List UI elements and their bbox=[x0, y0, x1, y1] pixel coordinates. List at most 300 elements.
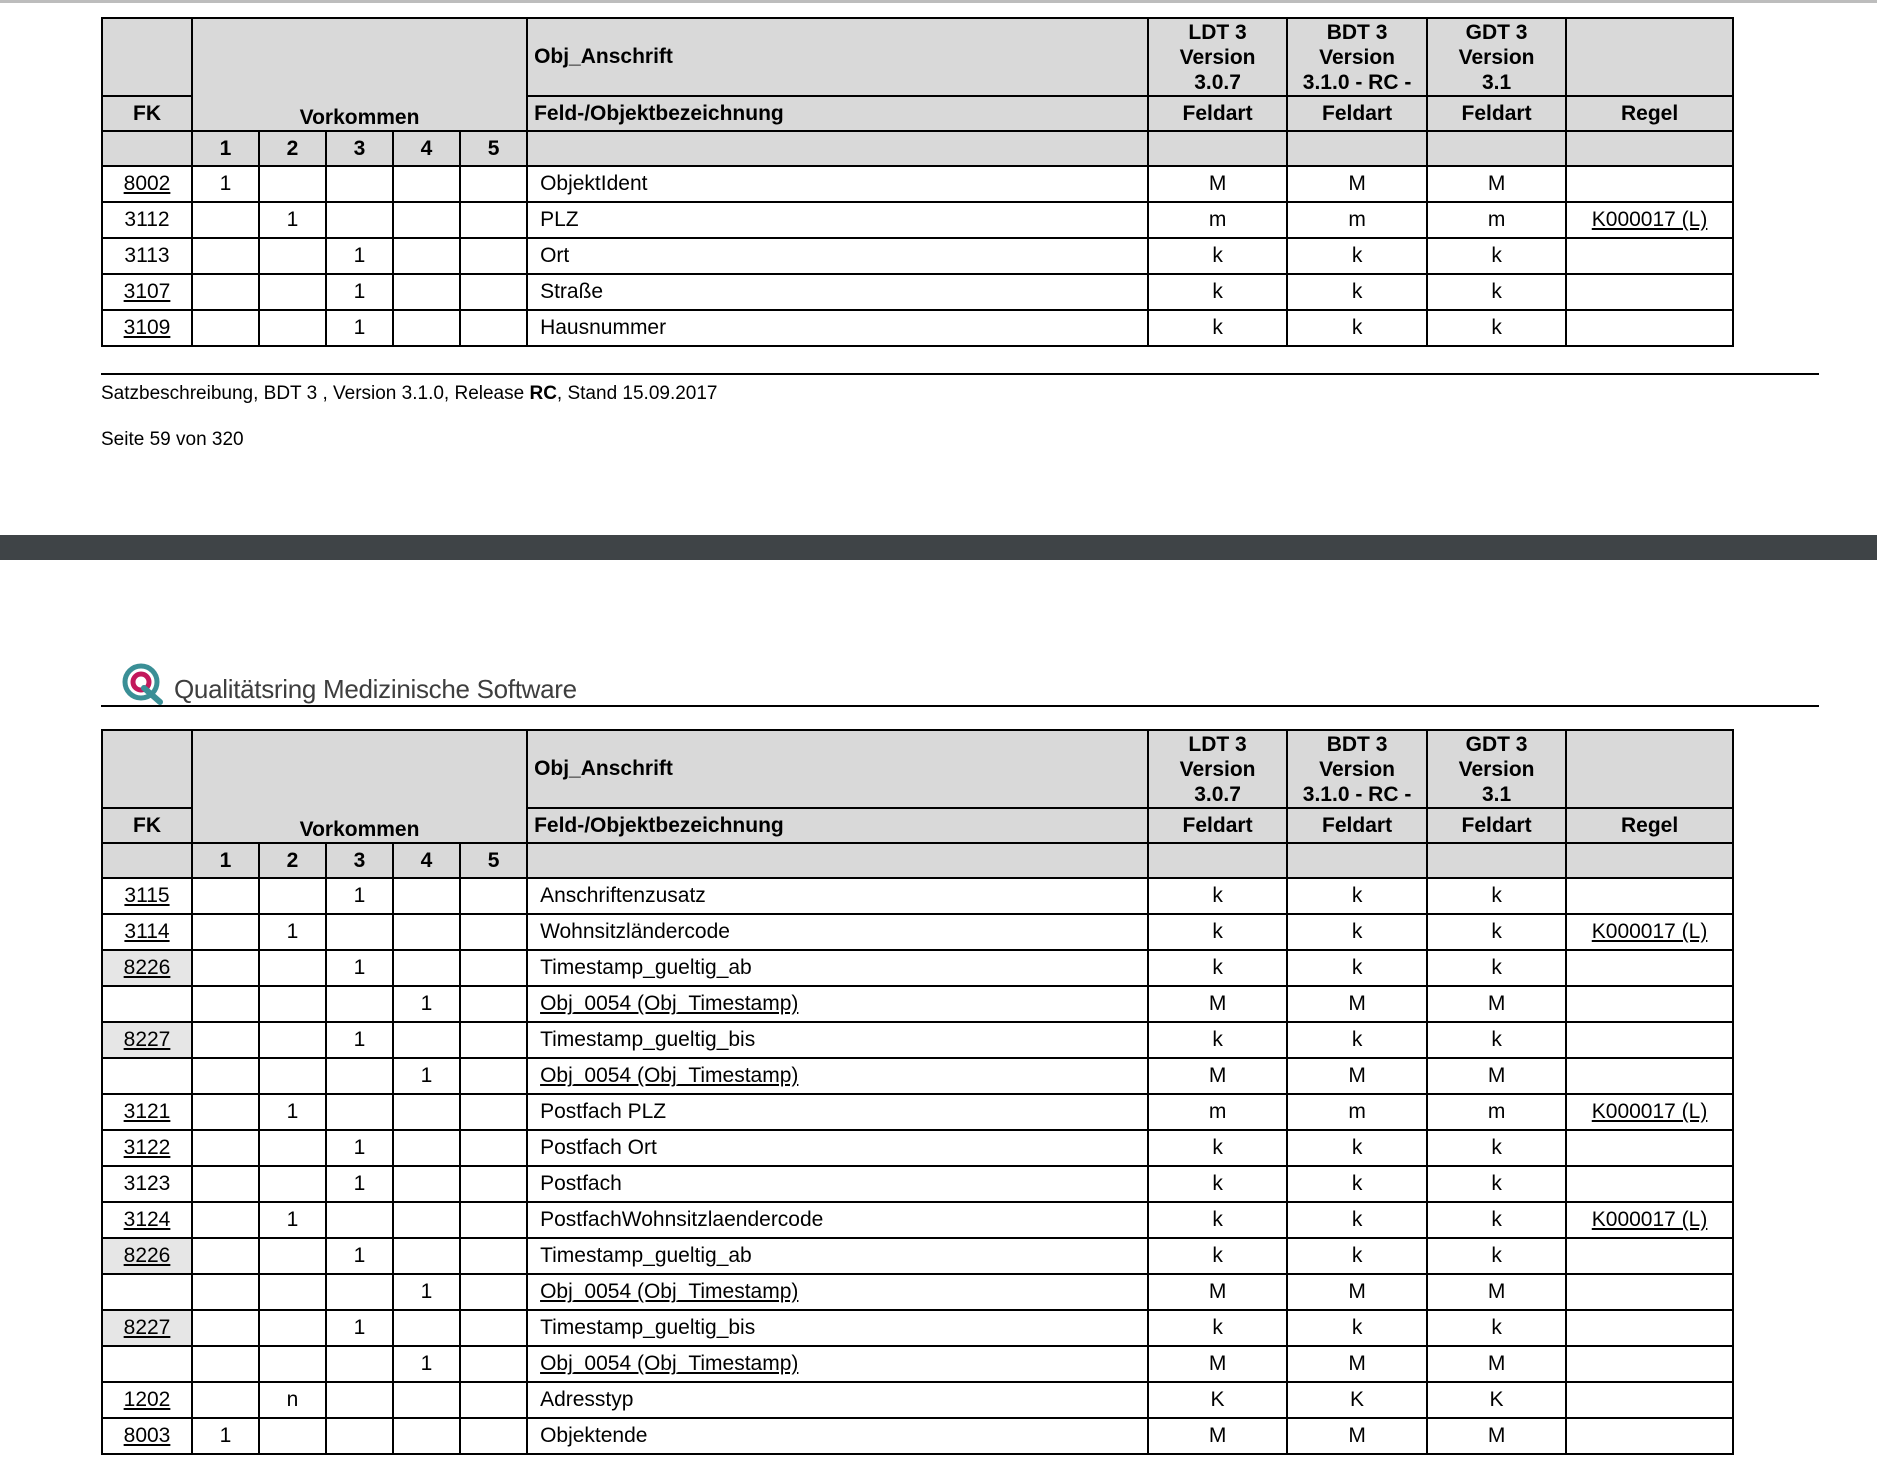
regel-cell[interactable] bbox=[1566, 202, 1733, 238]
page-number: Seite 59 von 320 bbox=[101, 429, 244, 450]
field-name-cell[interactable] bbox=[527, 1346, 1148, 1382]
regel-header-top bbox=[1566, 730, 1733, 808]
field-name: Timestamp_gueltig_ab bbox=[540, 1244, 752, 1267]
bdt-feldart-cell: M bbox=[1287, 166, 1427, 202]
regel-cell bbox=[1566, 1382, 1733, 1418]
fk-link[interactable]: 3114 bbox=[124, 920, 170, 943]
field-name-cell[interactable] bbox=[527, 986, 1148, 1022]
regel-cell[interactable] bbox=[1566, 1202, 1733, 1238]
regel-link[interactable]: K000017 (L) bbox=[1591, 1100, 1708, 1123]
bdt-feldart-cell: k bbox=[1287, 878, 1427, 914]
level-1-cell bbox=[192, 914, 259, 950]
regel-cell bbox=[1566, 1238, 1733, 1274]
bdt-feldart-cell: M bbox=[1287, 986, 1427, 1022]
fk-link[interactable]: 8227 bbox=[123, 1028, 171, 1051]
gdt-feldart-cell: M bbox=[1427, 166, 1566, 202]
object-name-header: Obj_Anschrift bbox=[527, 18, 1148, 96]
gdt-feldart-cell: K bbox=[1427, 1382, 1566, 1418]
field-table bbox=[101, 729, 1734, 1455]
gdt-feldart-cell: k bbox=[1427, 1310, 1566, 1346]
field-name-cell bbox=[527, 238, 1148, 274]
level-2-cell bbox=[259, 986, 326, 1022]
table-row bbox=[102, 1274, 1733, 1310]
level-2-cell: 1 bbox=[259, 1094, 326, 1130]
ldt-feldart-cell: k bbox=[1148, 878, 1287, 914]
level-4-cell bbox=[393, 878, 460, 914]
level-2-cell bbox=[259, 238, 326, 274]
bdt-feldart-cell: k bbox=[1287, 274, 1427, 310]
field-name-cell bbox=[527, 950, 1148, 986]
level-3-cell bbox=[326, 1346, 393, 1382]
regel-cell bbox=[1566, 1274, 1733, 1310]
gdt-level-blank bbox=[1427, 131, 1566, 166]
level-5-cell bbox=[460, 914, 527, 950]
level-header-2: 2 bbox=[259, 131, 326, 166]
bdt-feldart-cell: K bbox=[1287, 1382, 1427, 1418]
level-5-cell bbox=[460, 986, 527, 1022]
field-table bbox=[101, 17, 1734, 347]
field-name: Postfach Ort bbox=[540, 1136, 657, 1159]
regel-cell bbox=[1566, 166, 1733, 202]
level-5-cell bbox=[460, 274, 527, 310]
level-1-cell bbox=[192, 1094, 259, 1130]
fk-cell[interactable] bbox=[102, 950, 192, 986]
fk-cell bbox=[102, 202, 192, 238]
ldt-feldart-header: Feldart bbox=[1148, 808, 1287, 843]
level-1-cell bbox=[192, 1274, 259, 1310]
level-1-cell bbox=[192, 1382, 259, 1418]
level-5-cell bbox=[460, 202, 527, 238]
ldt-version-header: LDT 3 Version 3.0.7 bbox=[1148, 730, 1287, 808]
object-link[interactable]: Obj_0054 (Obj_Timestamp) bbox=[540, 1280, 799, 1303]
ldt-feldart-header: Feldart bbox=[1148, 96, 1287, 131]
ldt-feldart-cell: K bbox=[1148, 1382, 1287, 1418]
fk-cell[interactable] bbox=[102, 1418, 192, 1454]
level-2-cell bbox=[259, 1166, 326, 1202]
level-5-cell bbox=[460, 1058, 527, 1094]
level-header-1: 1 bbox=[192, 843, 259, 878]
level-5-cell bbox=[460, 950, 527, 986]
regel-link[interactable]: K000017 (L) bbox=[1591, 920, 1708, 943]
level-5-cell bbox=[460, 238, 527, 274]
fk-cell[interactable] bbox=[102, 1382, 192, 1418]
level-5-cell bbox=[460, 1310, 527, 1346]
table-row bbox=[102, 1022, 1733, 1058]
level-5-cell bbox=[460, 1202, 527, 1238]
field-name-cell bbox=[527, 878, 1148, 914]
field-name-cell bbox=[527, 1166, 1148, 1202]
fk-value: 3123 bbox=[123, 1172, 171, 1195]
level-header-3: 3 bbox=[326, 131, 393, 166]
regel-cell bbox=[1566, 1166, 1733, 1202]
level-1-cell bbox=[192, 1022, 259, 1058]
field-name-cell bbox=[527, 1382, 1148, 1418]
level-1-cell bbox=[192, 1238, 259, 1274]
gdt-version-header: GDT 3 Version 3.1 bbox=[1427, 18, 1566, 96]
ldt-version-header: LDT 3 Version 3.0.7 bbox=[1148, 18, 1287, 96]
level-3-cell: 1 bbox=[326, 238, 393, 274]
table-row bbox=[102, 950, 1733, 986]
field-name-cell bbox=[527, 1418, 1148, 1454]
fk-link[interactable]: 3121 bbox=[123, 1100, 171, 1123]
level-1-cell bbox=[192, 310, 259, 346]
fk-cell[interactable] bbox=[102, 274, 192, 310]
level-1-cell: 1 bbox=[192, 1418, 259, 1454]
level-2-cell: 1 bbox=[259, 1202, 326, 1238]
fk-link[interactable]: 8226 bbox=[123, 956, 171, 979]
level-2-cell bbox=[259, 274, 326, 310]
level-4-cell bbox=[393, 950, 460, 986]
bdt-feldart-cell: k bbox=[1287, 1310, 1427, 1346]
level-4-cell bbox=[393, 1310, 460, 1346]
level-3-cell: 1 bbox=[326, 274, 393, 310]
gdt-feldart-cell: k bbox=[1427, 274, 1566, 310]
level-2-cell bbox=[259, 1130, 326, 1166]
bdt-feldart-cell: k bbox=[1287, 1022, 1427, 1058]
ldt-feldart-cell: k bbox=[1148, 950, 1287, 986]
fk-link[interactable]: 8003 bbox=[123, 1424, 171, 1447]
table-row bbox=[102, 1346, 1733, 1382]
field-name-cell bbox=[527, 202, 1148, 238]
bdt-feldart-cell: M bbox=[1287, 1274, 1427, 1310]
level-2-cell bbox=[259, 166, 326, 202]
level-1-cell bbox=[192, 1202, 259, 1238]
table-row bbox=[102, 1058, 1733, 1094]
gdt-feldart-cell: k bbox=[1427, 310, 1566, 346]
bdt-level-blank bbox=[1287, 131, 1427, 166]
level-2-cell: 1 bbox=[259, 202, 326, 238]
level-4-cell: 1 bbox=[393, 1346, 460, 1382]
regel-cell bbox=[1566, 1310, 1733, 1346]
level-1-cell bbox=[192, 238, 259, 274]
level-3-cell bbox=[326, 166, 393, 202]
table-row bbox=[102, 166, 1733, 202]
fk-cell[interactable] bbox=[102, 310, 192, 346]
fk-link[interactable]: 3122 bbox=[123, 1136, 171, 1159]
level-5-cell bbox=[460, 166, 527, 202]
regel-header-top bbox=[1566, 18, 1733, 96]
level-1-cell bbox=[192, 1310, 259, 1346]
table-row bbox=[102, 202, 1733, 238]
gdt-feldart-cell: k bbox=[1427, 1130, 1566, 1166]
regel-cell bbox=[1566, 1418, 1733, 1454]
fk-cell[interactable] bbox=[102, 1202, 192, 1238]
fk-cell[interactable] bbox=[102, 1130, 192, 1166]
level-5-cell bbox=[460, 310, 527, 346]
level-2-cell bbox=[259, 1058, 326, 1094]
field-name: PostfachWohnsitzlaendercode bbox=[540, 1208, 824, 1231]
level-3-cell bbox=[326, 202, 393, 238]
level-3-cell: 1 bbox=[326, 950, 393, 986]
bdt-feldart-cell: k bbox=[1287, 1202, 1427, 1238]
page-separator bbox=[0, 535, 1877, 560]
fk-cell[interactable] bbox=[102, 1022, 192, 1058]
fk-header: FK bbox=[102, 96, 192, 131]
ldt-feldart-cell: k bbox=[1148, 310, 1287, 346]
regel-cell bbox=[1566, 1130, 1733, 1166]
level-1-cell bbox=[192, 1346, 259, 1382]
gdt-feldart-cell: M bbox=[1427, 986, 1566, 1022]
top-border bbox=[0, 0, 1877, 3]
name-level-blank bbox=[527, 131, 1148, 166]
level-3-cell bbox=[326, 914, 393, 950]
gdt-feldart-cell: k bbox=[1427, 878, 1566, 914]
field-name: PLZ bbox=[540, 208, 579, 231]
object-link[interactable]: Obj_0054 (Obj_Timestamp) bbox=[540, 992, 799, 1015]
ldt-feldart-cell: k bbox=[1148, 1130, 1287, 1166]
bdt-feldart-header: Feldart bbox=[1287, 808, 1427, 843]
fk-header-top bbox=[102, 18, 192, 96]
table-row bbox=[102, 1238, 1733, 1274]
release-bold: RC bbox=[529, 383, 557, 404]
field-name-cell bbox=[527, 1238, 1148, 1274]
level-header-2: 2 bbox=[259, 843, 326, 878]
fk-link[interactable]: 3115 bbox=[124, 884, 170, 907]
level-3-cell: 1 bbox=[326, 878, 393, 914]
level-4-cell bbox=[393, 1130, 460, 1166]
level-2-cell bbox=[259, 1238, 326, 1274]
level-2-cell bbox=[259, 1310, 326, 1346]
field-name: Objektende bbox=[540, 1424, 648, 1447]
fk-header: FK bbox=[102, 808, 192, 843]
ldt-feldart-cell: M bbox=[1148, 986, 1287, 1022]
level-4-cell: 1 bbox=[393, 986, 460, 1022]
level-3-cell bbox=[326, 986, 393, 1022]
gdt-feldart-cell: k bbox=[1427, 1238, 1566, 1274]
bdt-feldart-cell: k bbox=[1287, 310, 1427, 346]
table-row bbox=[102, 238, 1733, 274]
field-name: Timestamp_gueltig_ab bbox=[540, 956, 752, 979]
gdt-feldart-header: Feldart bbox=[1427, 96, 1566, 131]
regel-cell bbox=[1566, 238, 1733, 274]
feld-bezeichnung-header: Feld-/Objektbezeichnung bbox=[527, 96, 1148, 131]
field-name-cell[interactable] bbox=[527, 1274, 1148, 1310]
fk-cell[interactable] bbox=[102, 166, 192, 202]
field-name-cell bbox=[527, 1130, 1148, 1166]
regel-cell bbox=[1566, 986, 1733, 1022]
gdt-feldart-cell: M bbox=[1427, 1418, 1566, 1454]
ldt-feldart-cell: M bbox=[1148, 1418, 1287, 1454]
gdt-feldart-cell: k bbox=[1427, 1202, 1566, 1238]
fk-cell bbox=[102, 1058, 192, 1094]
gdt-feldart-cell: k bbox=[1427, 1166, 1566, 1202]
bdt-feldart-cell: k bbox=[1287, 1238, 1427, 1274]
level-header-4: 4 bbox=[393, 131, 460, 166]
regel-cell bbox=[1566, 1058, 1733, 1094]
level-5-cell bbox=[460, 1346, 527, 1382]
level-4-cell bbox=[393, 1094, 460, 1130]
level-3-cell bbox=[326, 1094, 393, 1130]
table-row bbox=[102, 986, 1733, 1022]
regel-header: Regel bbox=[1566, 96, 1733, 131]
regel-level-blank bbox=[1566, 843, 1733, 878]
ldt-feldart-cell: M bbox=[1148, 1346, 1287, 1382]
level-2-cell bbox=[259, 878, 326, 914]
table-row bbox=[102, 1418, 1733, 1454]
level-3-cell: 1 bbox=[326, 1310, 393, 1346]
regel-cell[interactable] bbox=[1566, 1094, 1733, 1130]
level-4-cell bbox=[393, 1022, 460, 1058]
fk-link[interactable]: 3109 bbox=[123, 316, 171, 339]
fk-link[interactable]: 3107 bbox=[123, 280, 171, 303]
gdt-feldart-cell: k bbox=[1427, 950, 1566, 986]
ldt-feldart-cell: m bbox=[1148, 1094, 1287, 1130]
level-2-cell bbox=[259, 1274, 326, 1310]
level-2-cell bbox=[259, 1022, 326, 1058]
fk-link[interactable]: 8002 bbox=[123, 172, 171, 195]
table-row bbox=[102, 914, 1733, 950]
level-5-cell bbox=[460, 1094, 527, 1130]
level-3-cell: 1 bbox=[326, 1130, 393, 1166]
fk-link[interactable]: 3124 bbox=[123, 1208, 171, 1231]
level-2-cell bbox=[259, 310, 326, 346]
level-3-cell bbox=[326, 1418, 393, 1454]
gdt-feldart-header: Feldart bbox=[1427, 808, 1566, 843]
bdt-version-header: BDT 3 Version 3.1.0 - RC - bbox=[1287, 18, 1427, 96]
gdt-feldart-cell: k bbox=[1427, 914, 1566, 950]
table-row bbox=[102, 1130, 1733, 1166]
level-2-cell: n bbox=[259, 1382, 326, 1418]
fk-link[interactable]: 1202 bbox=[123, 1388, 171, 1411]
bdt-feldart-cell: k bbox=[1287, 1130, 1427, 1166]
level-2-cell bbox=[259, 1418, 326, 1454]
fk-cell bbox=[102, 986, 192, 1022]
object-name-header: Obj_Anschrift bbox=[527, 730, 1148, 808]
fk-cell[interactable] bbox=[102, 1310, 192, 1346]
table-row bbox=[102, 1166, 1733, 1202]
level-header-5: 5 bbox=[460, 131, 527, 166]
level-4-cell bbox=[393, 166, 460, 202]
ldt-feldart-cell: k bbox=[1148, 1022, 1287, 1058]
level-2-cell: 1 bbox=[259, 914, 326, 950]
bdt-feldart-header: Feldart bbox=[1287, 96, 1427, 131]
field-name-cell bbox=[527, 1202, 1148, 1238]
bdt-feldart-cell: m bbox=[1287, 202, 1427, 238]
ldt-feldart-cell: M bbox=[1148, 166, 1287, 202]
level-1-cell bbox=[192, 950, 259, 986]
fk-link[interactable]: 8226 bbox=[123, 1244, 171, 1267]
field-name-cell[interactable] bbox=[527, 1058, 1148, 1094]
field-name: Timestamp_gueltig_bis bbox=[540, 1028, 756, 1051]
ldt-feldart-cell: k bbox=[1148, 1166, 1287, 1202]
level-5-cell bbox=[460, 1166, 527, 1202]
fk-level-blank bbox=[102, 131, 192, 166]
field-name: Wohnsitzländercode bbox=[540, 920, 730, 943]
regel-cell bbox=[1566, 1022, 1733, 1058]
regel-header: Regel bbox=[1566, 808, 1733, 843]
fk-header-top bbox=[102, 730, 192, 808]
footer-release-line: Satzbeschreibung, BDT 3 , Version 3.1.0, Release RC, Stand 15.09.2017 bbox=[101, 383, 718, 404]
regel-cell bbox=[1566, 274, 1733, 310]
field-name: Ort bbox=[540, 244, 570, 267]
object-link[interactable]: Obj_0054 (Obj_Timestamp) bbox=[540, 1352, 799, 1375]
field-name-cell bbox=[527, 1094, 1148, 1130]
ldt-level-blank bbox=[1148, 131, 1287, 166]
level-header-4: 4 bbox=[393, 843, 460, 878]
ldt-feldart-cell: M bbox=[1148, 1274, 1287, 1310]
level-3-cell bbox=[326, 1058, 393, 1094]
bdt-feldart-cell: M bbox=[1287, 1346, 1427, 1382]
bdt-feldart-cell: k bbox=[1287, 1166, 1427, 1202]
bdt-feldart-cell: M bbox=[1287, 1058, 1427, 1094]
field-name: Postfach PLZ bbox=[540, 1100, 667, 1123]
level-5-cell bbox=[460, 1418, 527, 1454]
level-5-cell bbox=[460, 1274, 527, 1310]
vorkommen-header: Vorkommen bbox=[192, 730, 527, 843]
table-row bbox=[102, 1202, 1733, 1238]
regel-link[interactable]: K000017 (L) bbox=[1591, 208, 1708, 231]
fk-cell bbox=[102, 238, 192, 274]
gdt-feldart-cell: k bbox=[1427, 238, 1566, 274]
field-name-cell bbox=[527, 914, 1148, 950]
level-header-3: 3 bbox=[326, 843, 393, 878]
regel-cell[interactable] bbox=[1566, 914, 1733, 950]
ldt-feldart-cell: k bbox=[1148, 1202, 1287, 1238]
gdt-feldart-cell: m bbox=[1427, 202, 1566, 238]
level-5-cell bbox=[460, 1382, 527, 1418]
table-row bbox=[102, 1310, 1733, 1346]
vorkommen-header: Vorkommen bbox=[192, 18, 527, 131]
level-4-cell bbox=[393, 310, 460, 346]
regel-link[interactable]: K000017 (L) bbox=[1591, 1208, 1708, 1231]
level-4-cell bbox=[393, 1166, 460, 1202]
level-4-cell bbox=[393, 238, 460, 274]
feld-bezeichnung-header: Feld-/Objektbezeichnung bbox=[527, 808, 1148, 843]
fk-level-blank bbox=[102, 843, 192, 878]
level-3-cell: 1 bbox=[326, 1022, 393, 1058]
bdt-level-blank bbox=[1287, 843, 1427, 878]
level-1-cell bbox=[192, 1166, 259, 1202]
field-name: Straße bbox=[540, 280, 604, 303]
field-name: Timestamp_gueltig_bis bbox=[540, 1316, 756, 1339]
level-1-cell bbox=[192, 1058, 259, 1094]
bdt-feldart-cell: k bbox=[1287, 914, 1427, 950]
level-1-cell: 1 bbox=[192, 166, 259, 202]
gdt-feldart-cell: M bbox=[1427, 1346, 1566, 1382]
bdt-feldart-cell: m bbox=[1287, 1094, 1427, 1130]
level-4-cell bbox=[393, 914, 460, 950]
table-row bbox=[102, 878, 1733, 914]
level-1-cell bbox=[192, 274, 259, 310]
field-name: Anschriftenzusatz bbox=[540, 884, 706, 907]
level-2-cell bbox=[259, 950, 326, 986]
level-3-cell: 1 bbox=[326, 1166, 393, 1202]
bdt-version-header: BDT 3 Version 3.1.0 - RC - bbox=[1287, 730, 1427, 808]
bdt-feldart-cell: k bbox=[1287, 950, 1427, 986]
fk-link[interactable]: 8227 bbox=[123, 1316, 171, 1339]
gdt-feldart-cell: m bbox=[1427, 1094, 1566, 1130]
ldt-feldart-cell: M bbox=[1148, 1058, 1287, 1094]
field-name-cell bbox=[527, 1022, 1148, 1058]
ldt-feldart-cell: k bbox=[1148, 914, 1287, 950]
field-name: Adresstyp bbox=[540, 1388, 634, 1411]
fk-cell[interactable] bbox=[102, 914, 192, 950]
level-3-cell bbox=[326, 1274, 393, 1310]
header-rule bbox=[101, 705, 1819, 707]
level-3-cell: 1 bbox=[326, 1238, 393, 1274]
fk-cell[interactable] bbox=[102, 1238, 192, 1274]
level-4-cell bbox=[393, 1418, 460, 1454]
object-link[interactable]: Obj_0054 (Obj_Timestamp) bbox=[540, 1064, 799, 1087]
level-1-cell bbox=[192, 878, 259, 914]
level-5-cell bbox=[460, 878, 527, 914]
fk-cell bbox=[102, 1274, 192, 1310]
bdt-feldart-cell: k bbox=[1287, 238, 1427, 274]
fk-cell[interactable] bbox=[102, 1094, 192, 1130]
fk-cell[interactable] bbox=[102, 878, 192, 914]
fk-cell bbox=[102, 1346, 192, 1382]
level-2-cell bbox=[259, 1346, 326, 1382]
